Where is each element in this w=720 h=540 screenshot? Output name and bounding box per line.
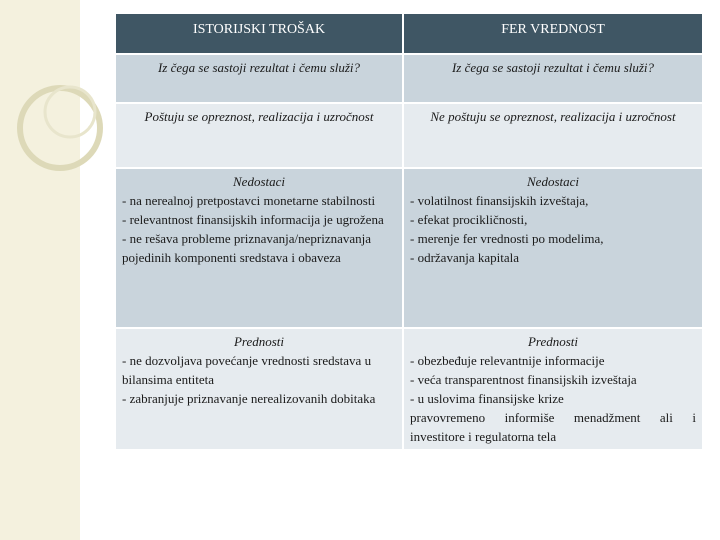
disadvantages-left-line: - ne rešava probleme priznavanja/nepriznavanja pojedinih komponenti sredstava i obaveza (122, 231, 372, 265)
principles-row (115, 103, 703, 168)
principles-right: Ne poštuju se opreznost, realizacija i uzročnost (403, 103, 703, 168)
disadvantages-right-line: - održavanja kapitala (410, 250, 519, 265)
disadvantages-right-line: - efekat procikličnosti, (410, 212, 528, 227)
disadvantages-right (403, 168, 703, 328)
advantages-left (115, 328, 403, 450)
principles-left: Poštuju se opreznost, realizacija i uzročnost (115, 103, 403, 168)
header-fair-value: FER VREDNOST (403, 13, 703, 54)
advantages-right (403, 328, 703, 450)
advantages-left-line: - zabranjuje priznavanje nerealizovanih dobitaka (122, 391, 376, 406)
advantages-right-line: - veća transparentnost finansijskih izveštaja (410, 372, 637, 387)
advantages-left-line: - ne dozvoljava povećanje vrednosti sredstava u bilansima entiteta (122, 353, 372, 387)
decorative-ring-small (45, 87, 95, 137)
comparison-table (114, 12, 704, 451)
disadvantages-left (115, 168, 403, 328)
advantages-right-line: - obezbeđuje relevantnije informacije (410, 353, 605, 368)
question-left: Iz čega se sastoji rezultat i čemu služi? (115, 54, 403, 103)
advantages-right-line: - u uslovima finansijske krize (410, 391, 564, 406)
decorative-rings (0, 0, 110, 540)
disadvantages-left-title: Nedostaci (233, 174, 285, 189)
advantages-right-line: investitore i regulatorna tela (410, 429, 557, 444)
disadvantages-left-line: - relevantnost finansijskih informacija je ugrožena (122, 212, 384, 227)
disadvantages-right-title: Nedostaci (527, 174, 579, 189)
disadvantages-row (115, 168, 703, 328)
advantages-row (115, 328, 703, 450)
disadvantages-left-line: - na nerealnoj pretpostavci monetarne stabilnosti (122, 193, 376, 208)
advantages-right-title: Prednosti (527, 334, 579, 349)
disadvantages-right-line: - volatilnost finansijskih izveštaja, (410, 193, 589, 208)
question-right: Iz čega se sastoji rezultat i čemu služi? (403, 54, 703, 103)
advantages-right-line: pravovremeno informiše menadžment ali i (410, 410, 696, 425)
disadvantages-right-line: - merenje fer vrednosti po modelima, (410, 231, 604, 246)
header-row (115, 13, 703, 54)
question-row (115, 54, 703, 103)
advantages-left-title: Prednosti (233, 334, 285, 349)
header-historical-cost: ISTORIJSKI TROŠAK (115, 13, 403, 54)
